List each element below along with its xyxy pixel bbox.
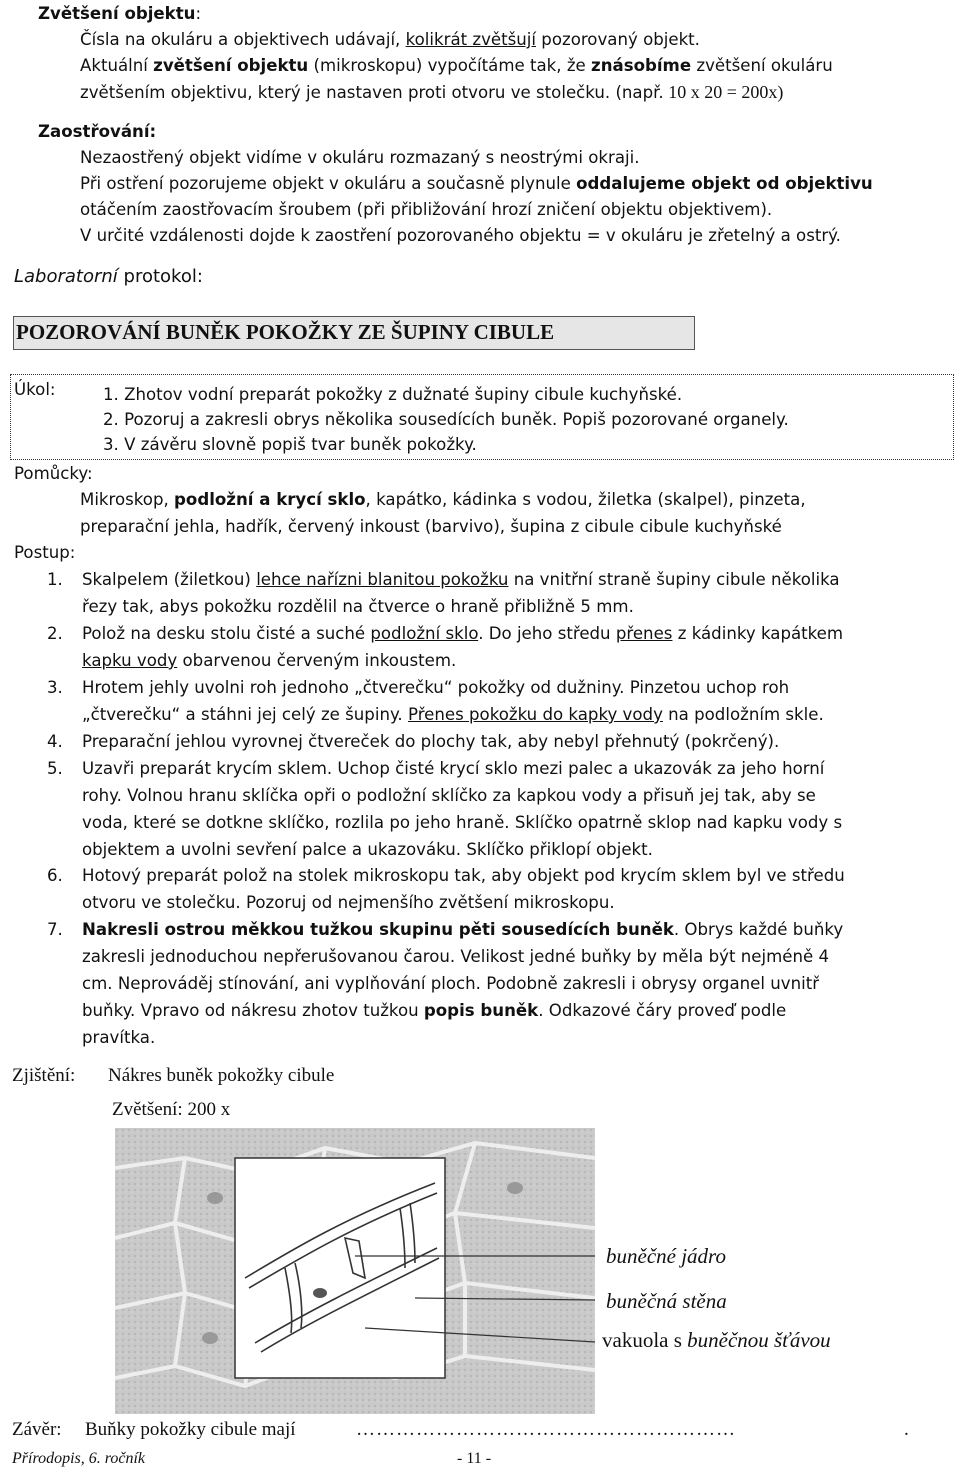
- step-number-5: 5.: [47, 759, 63, 778]
- zaostrovani-line-4: V určité vzdálenosti dojde k zaostření pozorovaného objektu = v okuláru je zřetelný a ostrý.: [80, 226, 841, 245]
- step-5-line-4: objektem a uvolni sevření palce a ukazováku. Sklíčko přiklopí objekt.: [82, 840, 653, 859]
- step-2-line-1: Polož na desku stolu čisté a suché podložní sklo. Do jeho středu přenes z kádinky kapátkem: [82, 624, 844, 643]
- ukol-label: Úkol:: [14, 380, 56, 399]
- ukol-item-1: 1. Zhotov vodní preparát pokožky z dužnaté šupiny cibule kuchyňské.: [103, 385, 683, 404]
- zaver-end: .: [904, 1419, 909, 1440]
- zaver-text: Buňky pokožky cibule mají: [85, 1419, 296, 1440]
- zaostrovani-line-3: otáčením zaostřovacím šroubem (při přibližování hrozí zničení objektu objektivem).: [80, 200, 773, 219]
- zaostrovani-line-2: Při ostření pozorujeme objekt v okuláru a současně plynule oddalujeme objekt od objektivu: [80, 174, 873, 193]
- zvetseni-line-3: zvětšením objektivu, který je nastaven proti otvoru ve stolečku. (např. 10 x 20 = 200x): [80, 82, 784, 102]
- ukol-item-2: 2. Pozoruj a zakresli obrys několika sousedících buněk. Popiš pozorované organely.: [103, 410, 789, 429]
- zjisteni-text: Nákres buněk pokožky cibule: [108, 1065, 335, 1086]
- step-5-line-2: rohy. Volnou hranu sklíčka opři o podložní sklíčko za kapkou vody a přisuň jej tak, aby se: [82, 786, 816, 805]
- step-number-7: 7.: [47, 920, 63, 939]
- step-number-4: 4.: [47, 732, 63, 751]
- protokol-title: POZOROVÁNÍ BUNĚK POKOŽKY ZE ŠUPINY CIBULE: [16, 320, 555, 344]
- step-5-line-1: Uzavři preparát krycím sklem. Uchop čisté krycí sklo mezi palec a ukazovák za jeho horní: [82, 759, 825, 778]
- postup-label: Postup:: [14, 543, 76, 562]
- step-number-6: 6.: [47, 866, 63, 885]
- step-7-line-2: zakresli jednoduchou nepřerušovanou čarou. Velikost jedné buňky by měla být nejméně 4: [82, 947, 830, 966]
- zaver-answer-dots: …………………………………………………: [356, 1419, 736, 1440]
- ukol-item-3: 3. V závěru slovně popiš tvar buněk pokožky.: [103, 435, 477, 454]
- step-number-1: 1.: [47, 570, 63, 589]
- zoom-label: Zvětšení: 200 x: [112, 1099, 231, 1120]
- zaver-label: Závěr:: [12, 1419, 62, 1440]
- step-1-line-2: řezy tak, abys pokožku rozdělil na čtverce o hraně přibližně 5 mm.: [82, 597, 634, 616]
- section-heading-zvetseni: Zvětšení objektu:: [38, 4, 202, 23]
- label-cell-nucleus: buněčné jádro: [606, 1244, 726, 1268]
- label-vacuole: vakuola s buněčnou šťávou: [602, 1328, 831, 1352]
- step-7-line-3: cm. Neprováděj stínování, ani vyplňování ploch. Podobně zakresli i obrysy organel uvnitř: [82, 974, 820, 993]
- pomucky-line-2: preparační jehla, hadřík, červený inkoust (barvivo), šupina z cibule cibule kuchyňské: [80, 517, 782, 536]
- label-cell-wall: buněčná stěna: [606, 1289, 727, 1313]
- protokol-label: Laboratorní protokol:: [14, 266, 203, 287]
- step-3-line-2: „čtverečku“ a stáhni jej celý ze šupiny. Přenes pokožku do kapky vody na podložním skle.: [82, 705, 824, 724]
- zaostrovani-line-1: Nezaostřený objekt vidíme v okuláru rozmazaný s neostrými okraji.: [80, 148, 640, 167]
- zvetseni-line-1: Čísla na okuláru a objektivech udávají, kolikrát zvětšují pozorovaný objekt.: [80, 30, 700, 49]
- step-7-line-1: Nakresli ostrou měkkou tužkou skupinu pěti sousedících buněk. Obrys každé buňky: [82, 920, 844, 939]
- pomucky-label: Pomůcky:: [14, 464, 93, 483]
- zjisteni-label: Zjištění:: [12, 1065, 76, 1086]
- step-3-line-1: Hrotem jehly uvolni roh jednoho „čtverečku“ pokožky od dužniny. Pinzetou uchop roh: [82, 678, 790, 697]
- section-heading-zaostrovani: Zaostřování:: [38, 122, 157, 141]
- step-7-line-4: buňky. Vpravo od nákresu zhotov tužkou popis buněk. Odkazové čáry proveď podle: [82, 1001, 787, 1020]
- step-5-line-3: voda, které se dotkne sklíčko, rozlila po jeho hraně. Sklíčko opatrně sklop nad kapku vody s: [82, 813, 843, 832]
- step-6-line-2: otvoru ve stolečku. Pozoruj od nejmenšího zvětšení mikroskopu.: [82, 893, 615, 912]
- footer-page-number: - 11 -: [457, 1450, 492, 1467]
- zvetseni-line-2: Aktuální zvětšení objektu (mikroskopu) vypočítáme tak, že znásobíme zvětšení okuláru: [80, 56, 833, 75]
- onion-cells-micrograph: [115, 1128, 595, 1414]
- step-6-line-1: Hotový preparát polož na stolek mikroskopu tak, aby objekt pod krycím sklem byl ve středu: [82, 866, 845, 885]
- step-4-line-1: Preparační jehlou vyrovnej čtvereček do plochy tak, aby nebyl přehnutý (pokrčený).: [82, 732, 780, 751]
- step-number-3: 3.: [47, 678, 63, 697]
- footer-subject: Přírodopis, 6. ročník: [12, 1450, 146, 1467]
- step-7-line-5: pravítka.: [82, 1028, 156, 1047]
- step-1-line-1: Skalpelem (žiletkou) lehce nařízni blanitou pokožku na vnitřní straně šupiny cibule několika: [82, 570, 840, 589]
- pomucky-line-1: Mikroskop, podložní a krycí sklo, kapátko, kádinka s vodou, žiletka (skalpel), pinzeta,: [80, 490, 806, 509]
- step-number-2: 2.: [47, 624, 63, 643]
- step-2-line-2: kapku vody obarvenou červeným inkoustem.: [82, 651, 457, 670]
